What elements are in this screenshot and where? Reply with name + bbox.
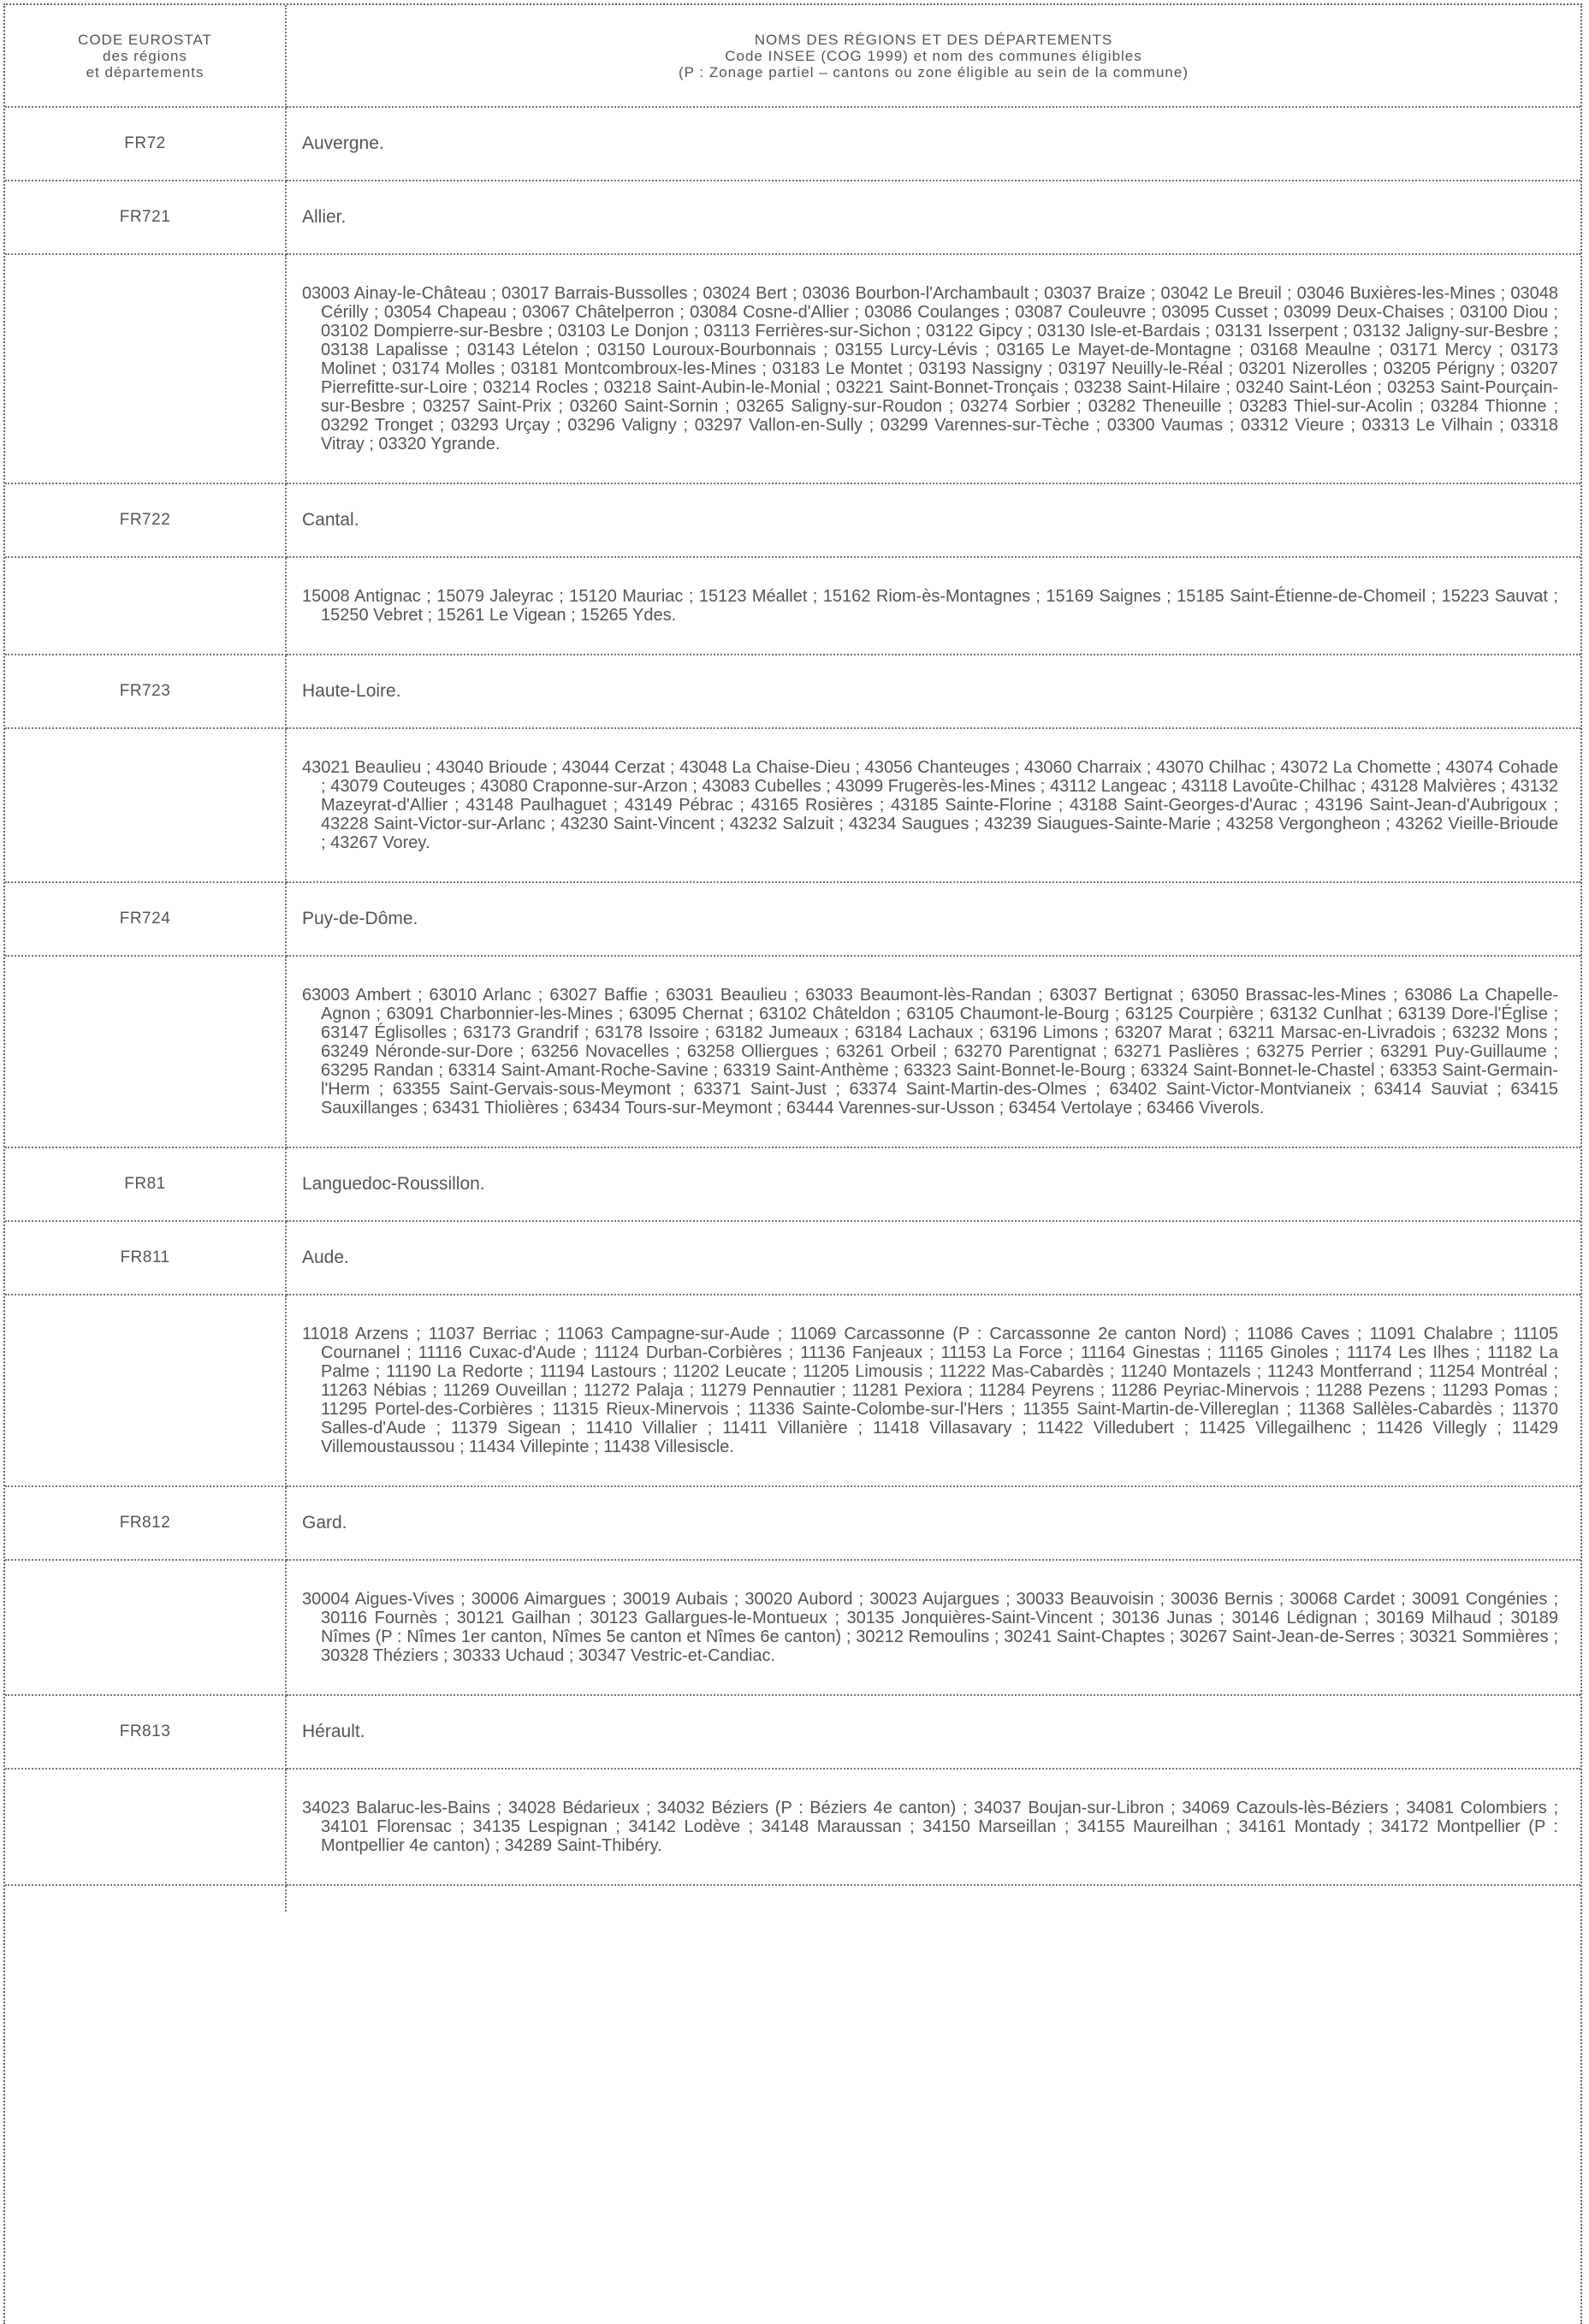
region-row (5, 107, 1580, 181)
header-code-line: des régions (103, 47, 187, 64)
communes-cell (286, 728, 1580, 882)
communes-cell (286, 557, 1580, 655)
communes-list: 11018 Arzens ; 11037 Berriac ; 11063 Campagne-sur-Aude ; 11069 Carcassonne (P : Carcassonne 2e canton Nord) ; 11086 Caves ; 11091 Chalabre ; 11105 Cournanel ; 11116 Cuxac-d'Aude ; 11124 Durban-Corbières ; 11136 Fanjeaux ; 11153 La Force ; 11164 Ginestas ; 11165 Ginoles ; 11174 Les Ilhes ; 11182 La Palme ; 11190 La Redorte ; 11194 Lastours ; 11202 Leucate ; 11205 Limousis ; 11222 Mas-Cabardès ; 11240 Montazels ; 11243 Montferrand ; 11254 Montréal ; 11263 Nébias ; 11269 Ouveillan ; 11272 Palaja ; 11279 Pennautier ; 11281 Pexiora ; 11284 Peyrens ; 11286 Peyriac-Minervois ; 11288 Pezens ; 11293 Pomas ; 11295 Portel-des-Corbières ; 11315 Rieux-Minervois ; 11336 Sainte-Colombe-sur-l'Hers ; 11355 Saint-Martin-de-Villereglan ; 11368 Sallèles-Cabardès ; 11370 Salles-d'Aude ; 11379 Sigean ; 11410 Villalier ; 11411 Villanière ; 11418 Villasavary ; 11422 Villedubert ; 11425 Villegailhenc ; 11426 Villegly ; 11429 Villemoustaussou ; 11434 Villepinte ; 11438 Villesiscle. (302, 1325, 1558, 1456)
region-name: Gard. (286, 1486, 1580, 1560)
region-row (5, 1147, 1580, 1221)
communes-row (5, 728, 1580, 882)
eurostat-code: FR813 (5, 1695, 286, 1769)
header-code-line: et départements (86, 63, 205, 80)
eurostat-code: FR72 (5, 107, 286, 181)
eurostat-code: FR722 (5, 483, 286, 557)
empty-code-cell (5, 1560, 286, 1695)
eurostat-code: FR723 (5, 655, 286, 728)
region-row (5, 1695, 1580, 1769)
communes-cell (286, 1769, 1580, 1885)
communes-row (5, 254, 1580, 483)
communes-row (5, 956, 1580, 1147)
eurostat-code: FR721 (5, 181, 286, 254)
header-code-line: CODE EUROSTAT (78, 31, 212, 48)
communes-cell (286, 1295, 1580, 1486)
communes-list: 34023 Balaruc-les-Bains ; 34028 Bédarieux ; 34032 Béziers (P : Béziers 4e canton) ; 34037 Boujan-sur-Libron ; 34069 Cazouls-lès-Béziers ; 34081 Colombiers ; 34101 Florensac ; 34135 Lespignan ; 34142 Lodève ; 34148 Maraussan ; 34150 Marseillan ; 34155 Maureilhan ; 34161 Montady ; 34172 Montpellier (P : Montpellier 4e canton) ; 34289 Saint-Thibéry. (302, 1799, 1558, 1855)
empty-code-cell (5, 557, 286, 655)
region-row (5, 483, 1580, 557)
communes-list: 63003 Ambert ; 63010 Arlanc ; 63027 Baffie ; 63031 Beaulieu ; 63033 Beaumont-lès-Randan ; 63037 Bertignat ; 63050 Brassac-les-Mines ; 63086 La Chapelle-Agnon ; 63091 Charbonnier-les-Mines ; 63095 Chernat ; 63102 Châteldon ; 63105 Chaumont-le-Bourg ; 63125 Courpière ; 63132 Cunlhat ; 63139 Dore-l'Église ; 63147 Églisolles ; 63173 Grandrif ; 63178 Issoire ; 63182 Jumeaux ; 63184 Lachaux ; 63196 Limons ; 63207 Marat ; 63211 Marsac-en-Livradois ; 63232 Mons ; 63249 Néronde-sur-Dore ; 63256 Novacelles ; 63258 Olliergues ; 63261 Orbeil ; 63270 Parentignat ; 63271 Paslières ; 63275 Perrier ; 63291 Puy-Guillaume ; 63295 Randan ; 63314 Saint-Amant-Roche-Savine ; 63319 Saint-Anthème ; 63323 Saint-Bonnet-le-Bourg ; 63324 Saint-Bonnet-le-Chastel ; 63353 Saint-Germain-l'Herm ; 63355 Saint-Gervais-sous-Meymont ; 63371 Saint-Just ; 63374 Saint-Martin-des-Olmes ; 63402 Saint-Victor-Montvianeix ; 63414 Sauviat ; 63415 Sauxillanges ; 63431 Thiolières ; 63434 Tours-sur-Meymont ; 63444 Varennes-sur-Usson ; 63454 Vertolaye ; 63466 Viverols. (302, 986, 1558, 1118)
continuation-row (5, 1885, 1580, 1912)
region-name: Aude. (286, 1221, 1580, 1295)
header-names-line: (P : Zonage partiel – cantons ou zone éligible au sein de la commune) (678, 63, 1189, 80)
communes-row (5, 1295, 1580, 1486)
eurostat-code: FR812 (5, 1486, 286, 1560)
region-row (5, 882, 1580, 956)
region-name: Allier. (286, 181, 1580, 254)
header-code-cell (5, 5, 286, 107)
region-name: Puy-de-Dôme. (286, 882, 1580, 956)
communes-list: 30004 Aigues-Vives ; 30006 Aimargues ; 30019 Aubais ; 30020 Aubord ; 30023 Aujargues ; 30033 Beauvoisin ; 30036 Bernis ; 30068 Cardet ; 30091 Congénies ; 30116 Fournès ; 30121 Gailhan ; 30123 Gallargues-le-Montueux ; 30135 Jonquières-Saint-Vincent ; 30136 Junas ; 30146 Lédignan ; 30169 Milhaud ; 30189 Nîmes (P : Nîmes 1er canton, Nîmes 5e canton et Nîmes 6e canton) ; 30212 Remoulins ; 30241 Saint-Chaptes ; 30267 Saint-Jean-de-Serres ; 30321 Sommières ; 30328 Théziers ; 30333 Uchaud ; 30347 Vestric-et-Candiac. (302, 1590, 1558, 1665)
region-name: Hérault. (286, 1695, 1580, 1769)
communes-row (5, 1769, 1580, 1885)
eurostat-code: FR81 (5, 1147, 286, 1221)
communes-cell (286, 956, 1580, 1147)
header-names-line: NOMS DES RÉGIONS ET DES DÉPARTEMENTS (754, 31, 1113, 48)
continuation-cell (286, 1885, 1580, 1912)
continuation-code-cell (5, 1885, 286, 1912)
communes-cell (286, 254, 1580, 483)
empty-code-cell (5, 728, 286, 882)
empty-code-cell (5, 956, 286, 1147)
header-names-cell (286, 5, 1580, 107)
region-name: Cantal. (286, 483, 1580, 557)
region-name: Auvergne. (286, 107, 1580, 181)
communes-list: 43021 Beaulieu ; 43040 Brioude ; 43044 Cerzat ; 43048 La Chaise-Dieu ; 43056 Chanteuges ; 43060 Charraix ; 43070 Chilhac ; 43072 La Chomette ; 43074 Cohade ; 43079 Couteuges ; 43080 Craponne-sur-Arzon ; 43083 Cubelles ; 43099 Frugerès-les-Mines ; 43112 Langeac ; 43118 Lavoûte-Chilhac ; 43128 Malvières ; 43132 Mazeyrat-d'Allier ; 43148 Paulhaguet ; 43149 Pébrac ; 43165 Rosières ; 43185 Sainte-Florine ; 43188 Saint-Georges-d'Aurac ; 43196 Saint-Jean-d'Aubrigoux ; 43228 Saint-Victor-sur-Arlanc ; 43230 Saint-Vincent ; 43232 Salzuit ; 43234 Saugues ; 43239 Siaugues-Sainte-Marie ; 43258 Vergongheon ; 43262 Vieille-Brioude ; 43267 Vorey. (302, 758, 1558, 852)
region-row (5, 1221, 1580, 1295)
communes-list: 15008 Antignac ; 15079 Jaleyrac ; 15120 Mauriac ; 15123 Méallet ; 15162 Riom-ès-Montagnes ; 15169 Saignes ; 15185 Saint-Étienne-de-Chomeil ; 15223 Sauvat ; 15250 Vebret ; 15261 Le Vigean ; 15265 Ydes. (302, 587, 1558, 625)
regions-table (5, 5, 1580, 1912)
communes-cell (286, 1560, 1580, 1695)
eurostat-code: FR724 (5, 882, 286, 956)
region-row (5, 655, 1580, 728)
communes-row (5, 557, 1580, 655)
empty-code-cell (5, 1769, 286, 1885)
communes-list: 03003 Ainay-le-Château ; 03017 Barrais-Bussolles ; 03024 Bert ; 03036 Bourbon-l'Archambault ; 03037 Braize ; 03042 Le Breuil ; 03046 Buxières-les-Mines ; 03048 Cérilly ; 03054 Chapeau ; 03067 Châtelperron ; 03084 Cosne-d'Allier ; 03086 Coulanges ; 03087 Couleuvre ; 03095 Cusset ; 03099 Deux-Chaises ; 03100 Diou ; 03102 Dompierre-sur-Besbre ; 03103 Le Donjon ; 03113 Ferrières-sur-Sichon ; 03122 Gipcy ; 03130 Isle-et-Bardais ; 03131 Isserpent ; 03132 Jaligny-sur-Besbre ; 03138 Lapalisse ; 03143 Lételon ; 03150 Louroux-Bourbonnais ; 03155 Lurcy-Lévis ; 03165 Le Mayet-de-Montagne ; 03168 Meaulne ; 03171 Mercy ; 03173 Molinet ; 03174 Molles ; 03181 Montcombroux-les-Mines ; 03183 Le Montet ; 03193 Nassigny ; 03197 Neuilly-le-Réal ; 03201 Nizerolles ; 03205 Périgny ; 03207 Pierrefitte-sur-Loire ; 03214 Rocles ; 03218 Saint-Aubin-le-Monial ; 03221 Saint-Bonnet-Tronçais ; 03238 Saint-Hilaire ; 03240 Saint-Léon ; 03253 Saint-Pourçain-sur-Besbre ; 03257 Saint-Prix ; 03260 Saint-Sornin ; 03265 Saligny-sur-Roudon ; 03274 Sorbier ; 03282 Theneuille ; 03283 Thiel-sur-Acolin ; 03284 Thionne ; 03292 Tronget ; 03293 Urçay ; 03296 Valigny ; 03297 Vallon-en-Sully ; 03299 Varennes-sur-Tèche ; 03300 Vaumas ; 03312 Vieure ; 03313 Le Vilhain ; 03318 Vitray ; 03320 Ygrande. (302, 284, 1558, 454)
table-header-row (5, 5, 1580, 107)
header-names-line: Code INSEE (COG 1999) et nom des communes éligibles (725, 47, 1142, 64)
eurostat-code: FR811 (5, 1221, 286, 1295)
regions-table-page (3, 3, 1582, 2324)
empty-code-cell (5, 1295, 286, 1486)
empty-code-cell (5, 254, 286, 483)
communes-row (5, 1560, 1580, 1695)
region-row (5, 1486, 1580, 1560)
region-row (5, 181, 1580, 254)
region-name: Haute-Loire. (286, 655, 1580, 728)
region-name: Languedoc-Roussillon. (286, 1147, 1580, 1221)
